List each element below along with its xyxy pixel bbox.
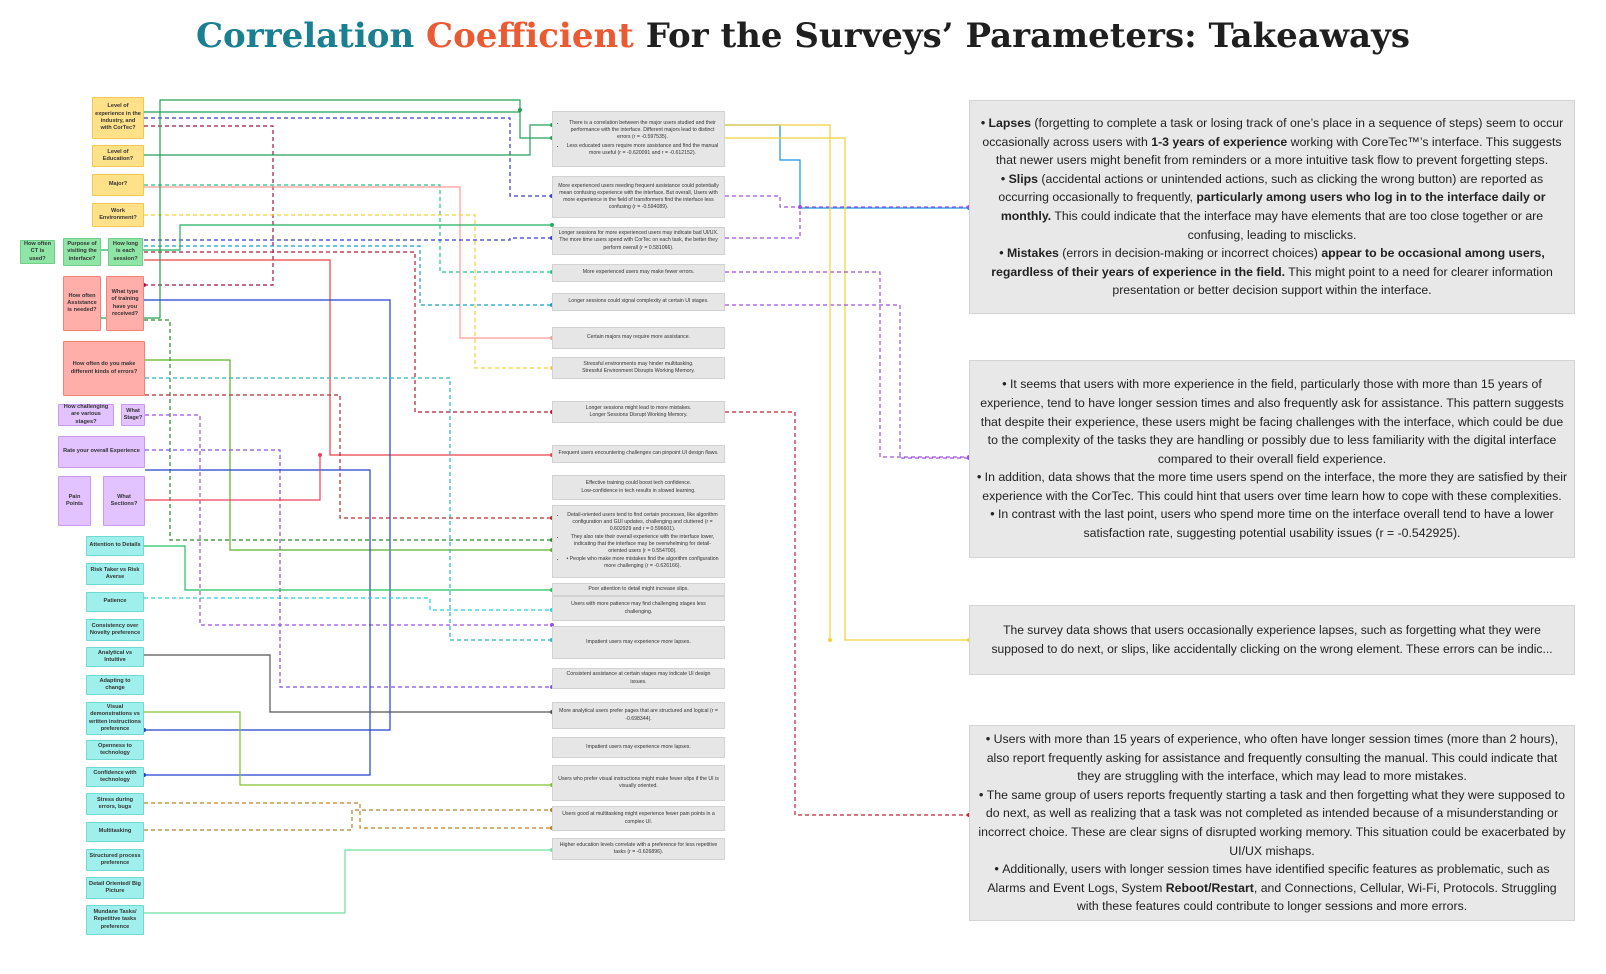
finding-text	[558, 842, 719, 856]
takeaway-bullet	[976, 860, 1568, 916]
finding-line: Longer sessions could signal complexity at certain UI stages.	[568, 298, 709, 305]
parameter-node-mundane: Mundane Tasks/ Repetitive tasks preference	[86, 905, 144, 935]
finding-line: Longer sessions might lead to more mistakes.	[585, 404, 692, 411]
finding-note-n10	[552, 475, 725, 500]
parameter-node-risk: Risk Taker vs Risk Averse	[86, 563, 144, 585]
finding-note-n14	[552, 626, 725, 659]
finding-text	[583, 269, 695, 276]
connector-line-35	[725, 305, 969, 458]
takeaway-emphasis: Slips	[1008, 171, 1038, 186]
finding-note-n9	[552, 445, 725, 463]
takeaway-bullet	[976, 170, 1568, 244]
parameter-node-stress: Stress during errors, bugs	[86, 793, 144, 815]
finding-line: Longer Sessions Disrupt Working Memory.	[589, 412, 688, 418]
takeaway-text: Users with more than 15 years of experience, who often have longer session times (more than 2 hours), also report frequently asking for assistance and frequently consulting the manual. This could indicate that they are struggling with the interface, which may lead to more mistakes.	[986, 732, 1559, 784]
connector-line-4	[144, 125, 552, 155]
finding-line: Impatient users may experience more lapses.	[586, 638, 691, 645]
parameter-node-structured: Structured process preference	[86, 849, 144, 871]
connector-line-18	[145, 395, 552, 518]
connector-line-22	[145, 455, 320, 500]
parameter-node-purpose: Purpose of visiting the interface?	[63, 238, 101, 266]
takeaway-bullet	[976, 244, 1568, 300]
takeaway-summary-line-2: supposed to do next, or slips, like accidentally clicking on the wrong element. These errors can be indic...	[991, 642, 1553, 656]
parameter-node-major: Major?	[92, 174, 144, 196]
finding-line: Users with more patience may find challenging stages less challenging.	[571, 601, 706, 615]
takeaway-bullet: • In addition, data shows that the more time users spend on the interface, the more they are satisfied by their experience with the CorTec. This could hint that users over time learn how to cope with these complexities.	[976, 468, 1568, 505]
takeaway-emphasis: particularly among users who log in to the interface daily or monthly.	[1000, 190, 1546, 223]
parameter-node-multitasking: Multitasking	[86, 822, 144, 842]
finding-text	[588, 586, 688, 593]
connector-line-20	[145, 450, 552, 687]
takeaway-text: , and Connections, Cellular, Wi-Fi, Protocols. Struggling with these features could contribute to longer sessions and more errors.	[1076, 880, 1557, 914]
finding-note-n17	[552, 737, 725, 758]
parameter-node-edu: Level of Education?	[92, 145, 144, 167]
parameter-node-env: Work Environment?	[92, 203, 144, 227]
title-word-coefficient: Coefficient	[426, 16, 634, 56]
finding-text	[586, 639, 691, 646]
parameter-node-rate: Rate your overall Experience	[58, 436, 145, 468]
parameter-node-exp: Level of experience in the industry, and with CorTec?	[92, 97, 144, 139]
finding-note-n6	[552, 327, 725, 349]
connector-line-8	[144, 238, 552, 240]
finding-text	[558, 811, 719, 825]
connector-line-10	[144, 252, 552, 412]
takeaway-text: Additionally, users with longer session times have identified specific features as problematic, such as Alarms and Event Logs, System	[987, 862, 1550, 895]
finding-line: Poor attention to detail might increase slips.	[588, 586, 689, 592]
finding-note-n18	[552, 765, 725, 801]
connector-line-24	[144, 598, 552, 610]
connector-line-37	[725, 125, 830, 640]
takeaway-text: (accidental actions or unintended actions, such as clicking the wrong button) are reported as occurring occasionally to frequently,	[998, 171, 1544, 205]
finding-note-n20	[552, 838, 725, 860]
connector-line-33	[725, 207, 800, 238]
connector-line-23	[144, 546, 552, 590]
finding-bullet: • Less educated users require more assistance and find the manual more useful (r = -0.620091 and r = -0.612152).	[566, 143, 719, 157]
takeaway-bullet: • It seems that users with more experience in the field, particularly those with more than 15 years of experience, tend to have longer session times and also frequently ask for assistance. This pattern suggests that despite their experience, these users might be facing challenges with the interface, which could be due to the complexity of the tasks they are handling or possibly due to less familiarity with the digital interface compared to their overall field experience.	[976, 375, 1568, 468]
finding-text	[558, 450, 718, 457]
connector-line-17	[145, 378, 552, 640]
finding-text	[558, 708, 719, 722]
finding-text	[582, 361, 695, 375]
connector-line-16	[145, 360, 552, 550]
page-title	[0, 16, 1606, 56]
takeaway-text: (forgetting to complete a task or losing track of one’s place in a sequence of steps) seem to occur occasionally across users with	[982, 116, 1564, 149]
connector-line-29	[144, 850, 552, 913]
finding-line: Stressful environments may hinder multitasking.	[583, 360, 694, 367]
connector-line-34	[725, 272, 969, 457]
finding-line: Users good at multitasking might experience fewer pain points in a complex UI.	[562, 811, 715, 825]
connector-line-3	[144, 126, 273, 285]
parameter-node-detail: Detail Oriented/ Big Picture	[86, 877, 144, 899]
finding-note-n1	[552, 111, 725, 167]
parameter-node-consistency: Consistency over Novelty preference	[86, 619, 144, 641]
parameter-node-training: What type of training have you received?	[106, 276, 144, 331]
connector-line-25	[144, 655, 552, 712]
finding-note-n3	[552, 227, 725, 255]
parameter-node-attention: Attention to Details	[86, 536, 144, 556]
connector-line-32	[725, 138, 969, 640]
parameter-node-visual: Visual demonstrations vs written instructions preference	[86, 702, 144, 735]
finding-text	[586, 744, 691, 751]
connector-endpoint	[798, 205, 802, 209]
takeaway-text: This might point to a need for clearer information presentation or better decision support within the interface.	[1112, 264, 1553, 298]
connector-line-9	[144, 246, 552, 305]
finding-note-n7	[552, 357, 725, 379]
finding-bullet: • They also rate their overall experience with the interface lower, indicating that the interface may be overwhelming for detail-oriented users (r = 0.554700).	[566, 534, 719, 555]
connector-line-28	[144, 810, 552, 830]
finding-line: The more time users spend with CorTec on each task, the better they perform overall (r = 0.581066).	[559, 237, 718, 251]
connector-endpoint	[828, 638, 832, 642]
parameter-node-analytical: Analytical vs Intuitive	[86, 647, 144, 667]
finding-text	[558, 776, 719, 790]
connector-line-19	[145, 415, 552, 625]
finding-note-n8	[552, 401, 725, 423]
finding-note-n12	[552, 583, 725, 596]
takeaway-bullet	[976, 730, 1568, 786]
takeaway-box-error-types	[969, 100, 1575, 314]
takeaway-text: (errors in decision-making or incorrect choices)	[1058, 246, 1322, 261]
connector-line-2	[144, 118, 552, 196]
parameter-node-openness: Openness to technology	[86, 740, 144, 760]
takeaway-box-experience-session	[969, 360, 1575, 558]
finding-bullet: • • People who make more mistakes find the algorithm configuration more challenging (r = -0.626166).	[566, 556, 719, 570]
title-rest: For the Surveys’ Parameters: Takeaways	[645, 16, 1410, 56]
connector-line-7	[144, 215, 552, 368]
finding-text	[558, 120, 719, 157]
finding-line: Longer sessions for more experienced users may indicate bad UI/UX.	[558, 230, 719, 237]
parameter-node-patience: Patience	[86, 592, 144, 612]
takeaway-bullet: • In contrast with the last point, users who spend more time on the interface overall tend to have a lower satisfaction rate, suggesting potential usability issues (r = -0.542925).	[976, 505, 1568, 542]
connector-line-12	[101, 225, 552, 250]
finding-text	[581, 480, 695, 494]
finding-note-n15	[552, 668, 725, 689]
connector-line-21	[144, 470, 370, 775]
parameter-node-ct: How often CT is used?	[20, 240, 55, 264]
finding-note-n11	[552, 505, 725, 578]
finding-text	[558, 671, 719, 685]
connector-line-11	[144, 260, 552, 455]
finding-note-n16	[552, 702, 725, 729]
takeaway-summary-line-1: The survey data shows that users occasionally experience lapses, such as forgetting what they were	[1003, 623, 1541, 638]
connector-line-26	[144, 712, 552, 785]
finding-text	[558, 512, 719, 571]
connector-line-30	[725, 125, 969, 208]
finding-line: Low-confidence in tech results in slowed learning.	[581, 487, 696, 494]
takeaway-text: The same group of users reports frequently starting a task and then forgetting what they were supposed to do next, as well as realizing that a task was not completed as intended because of a misunderstanding or incorrect choice. These are clear signs of disrupted working memory. This situation could be exacerbated by UI/UX mishaps.	[978, 787, 1566, 858]
takeaway-text: This could indicate that the interface may have elements that are too close together or are confusing, leading to misclicks.	[1051, 209, 1544, 242]
takeaway-emphasis: Mistakes	[1006, 246, 1059, 261]
connector-line-14	[144, 300, 390, 730]
connector-line-36	[725, 412, 969, 815]
finding-note-n5	[552, 293, 725, 311]
finding-line: Effective training could boost tech confidence.	[585, 480, 692, 487]
finding-line: Frequent users encountering challenges can pinpoint UI design flaws.	[558, 450, 719, 457]
finding-line: Consistent assistance at certain stages may indicate UI design issues.	[566, 671, 711, 685]
parameter-node-sections: What Sections?	[103, 476, 145, 526]
takeaway-emphasis: Reboot/Restart	[1165, 880, 1254, 895]
connector-endpoint	[318, 453, 322, 457]
parameter-node-assist: How often Assistance is needed?	[63, 276, 101, 331]
finding-bullet: • Detail-oriented users tend to find certain processes, like algorithm configuration and GUI updates, challenging and cluttered (r = 0.602929 and r = 0.596601).	[566, 512, 719, 533]
connector-line-6	[144, 187, 552, 338]
finding-text	[586, 405, 692, 419]
parameter-node-adapting: Adapting to change	[86, 675, 144, 695]
takeaway-bullet	[976, 114, 1568, 170]
takeaway-emphasis: appear to be occasional among users, regardless of their years of experience in the field.	[991, 246, 1545, 279]
finding-text	[558, 230, 719, 251]
title-word-correlation: Correlation	[196, 16, 415, 56]
finding-line: Impatient users may experience more lapses.	[586, 743, 691, 750]
connector-line-5	[144, 185, 552, 272]
finding-bullet: • There is a correlation between the major users studied and their performance with the interface. Different majors lead to distinct errors (r = -0.597535).	[566, 120, 719, 141]
takeaway-emphasis: Lapses	[988, 116, 1031, 131]
finding-line: Stressful Environment Disrupts Working Memory.	[582, 368, 695, 374]
connector-line-27	[144, 803, 552, 828]
finding-text	[558, 601, 719, 615]
finding-text	[558, 183, 719, 211]
parameter-node-challenge: How challenging are various stages?	[58, 404, 114, 426]
finding-line: More analytical users prefer pages that are structured and logical (r = -0.698344).	[559, 708, 718, 722]
finding-line: Higher education levels correlate with a preference for less repetitive tasks (r = -0.626896).	[559, 841, 718, 855]
connector-line-31	[725, 196, 969, 207]
finding-text	[587, 334, 690, 341]
connector-line-15	[144, 320, 552, 540]
connector-line-13	[100, 100, 520, 318]
takeaway-bullet	[976, 786, 1568, 860]
takeaway-box-working-memory	[969, 725, 1575, 921]
finding-note-n2	[552, 176, 725, 218]
finding-line: More experienced users may make fewer errors.	[582, 269, 695, 276]
parameter-node-errors: How often do you make different kinds of errors?	[63, 341, 145, 396]
finding-note-n19	[552, 806, 725, 831]
finding-text	[568, 298, 708, 305]
finding-note-n4	[552, 264, 725, 282]
parameter-node-session: How long is each session?	[108, 238, 143, 266]
parameter-node-stage: What Stage?	[121, 404, 145, 426]
takeaway-emphasis: 1-3 years of experience	[1151, 134, 1288, 149]
takeaway-box-survey-summary	[969, 605, 1575, 675]
connector-endpoint	[518, 108, 522, 112]
takeaway-text: working with CoreTec™’s interface. This suggests that newer users might benefit from reminders or a more intuitive task flow to prevent forgetting steps.	[995, 134, 1562, 168]
parameter-node-confidence: Confidence with technology	[86, 767, 144, 787]
finding-note-n13	[552, 596, 725, 621]
finding-line: More experienced users needing frequent assistance could potentially mean confusing experience with the interface. But overall, Users with more experience in the field of transformers find the interface less confusing (r = -0.594089).	[558, 182, 719, 211]
finding-line: Users who prefer visual instructions might make fewer slips if the UI is visually oriented.	[558, 775, 719, 789]
finding-line: Certain majors may require more assistance.	[586, 334, 691, 341]
connector-line-1	[144, 112, 552, 138]
parameter-node-pain: Pain Points	[58, 476, 91, 526]
